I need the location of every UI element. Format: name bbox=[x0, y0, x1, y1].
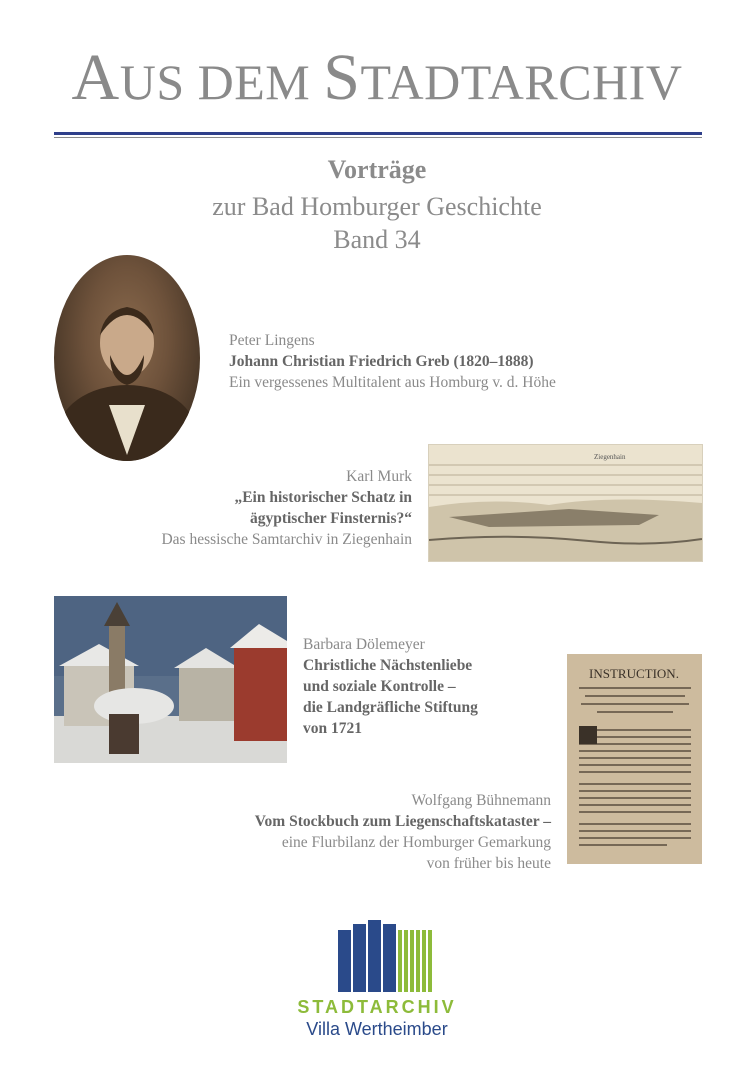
entry-murk bbox=[100, 466, 412, 550]
entry-buehnemann bbox=[150, 790, 551, 874]
entry-title: Vom Stockbuch zum Liegenschaftskataster – bbox=[254, 813, 551, 830]
entry-title-line2: und soziale Kontrolle – bbox=[303, 678, 456, 695]
entry-subtitle-line1: eine Flurbilanz der Homburger Gemarkung bbox=[281, 834, 551, 851]
logo-line1: STADTARCHIV bbox=[297, 997, 457, 1017]
entry-title: Johann Christian Friedrich Greb (1820–1888) bbox=[229, 353, 534, 370]
masthead-rule-blue bbox=[54, 132, 702, 135]
entry-author: Wolfgang Bühnemann bbox=[411, 792, 551, 809]
entry-lingens bbox=[229, 330, 649, 393]
portrait-photo bbox=[54, 255, 200, 461]
engraving-caption: Ziegenhain bbox=[594, 453, 626, 461]
entry-title-line4: von 1721 bbox=[303, 720, 362, 737]
instruction-document bbox=[567, 654, 702, 864]
stadtarchiv-logo-mark bbox=[338, 918, 432, 994]
entry-subtitle: Ein vergessenes Multitalent aus Homburg v. d. Höhe bbox=[229, 374, 556, 391]
entry-subtitle: Das hessische Samtarchiv in Ziegenhain bbox=[161, 531, 412, 548]
entry-subtitle-line2: von früher bis heute bbox=[426, 855, 551, 872]
entry-author: Karl Murk bbox=[346, 468, 412, 485]
entry-title-line1: Christliche Nächstenliebe bbox=[303, 657, 473, 674]
ziegenhain-engraving bbox=[428, 444, 703, 562]
series-volume: Band 34 bbox=[333, 225, 421, 254]
winter-painting bbox=[54, 596, 287, 763]
masthead-title: AUS DEM STADTARCHIV bbox=[71, 41, 683, 114]
series-subheading: zur Bad Homburger Geschichte bbox=[212, 192, 542, 221]
entry-doelemeyer bbox=[303, 634, 553, 739]
entry-title-line3: die Landgräfliche Stiftung bbox=[303, 699, 478, 716]
document-title: INSTRUCTION. bbox=[589, 666, 679, 681]
entry-author: Barbara Dölemeyer bbox=[303, 636, 425, 653]
masthead-rule-grey bbox=[54, 137, 702, 138]
entry-title-line1: „Ein historischer Schatz in bbox=[234, 489, 412, 506]
entry-author: Peter Lingens bbox=[229, 332, 315, 349]
series-heading: Vorträge bbox=[327, 155, 427, 184]
logo-line2: Villa Wertheimber bbox=[306, 1019, 448, 1039]
entry-title-line2: ägyptischer Finsternis?“ bbox=[249, 510, 412, 527]
